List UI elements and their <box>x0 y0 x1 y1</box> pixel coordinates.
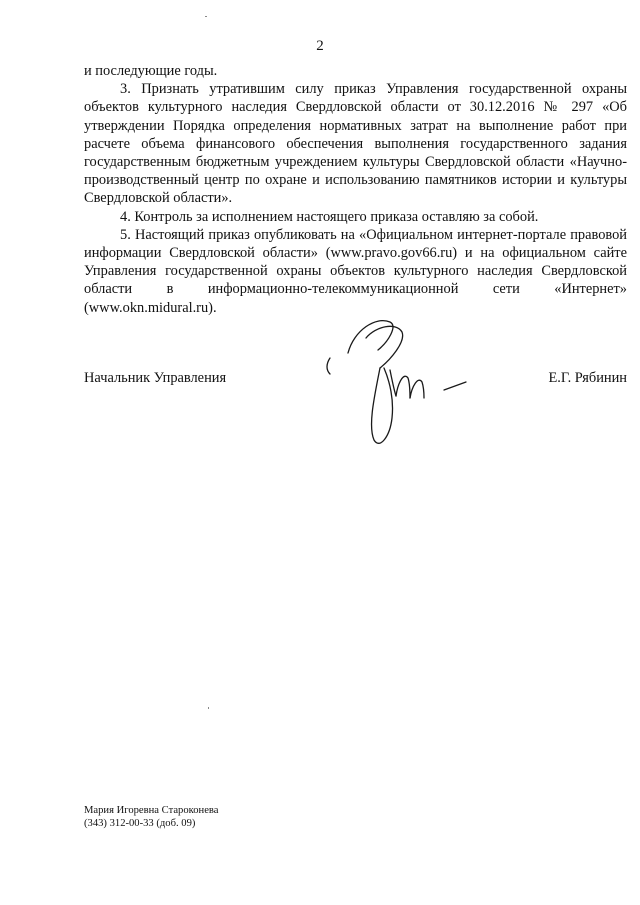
scan-speck <box>205 16 207 17</box>
signer-position: Начальник Управления <box>84 370 227 386</box>
paragraph-item-5: 5. Настоящий приказ опубликовать на «Официальном интернет-портале правовой информации Свердловской области» (www.pravo.gov66.ru) и на официальном сайте Управления государственной охраны объектов культурного наследия Свердловской области в информационно-телекоммуникационной сети «Интернет» (www.okn.midural.ru). <box>84 226 627 316</box>
page-number: 2 <box>316 38 324 54</box>
executor-name: Мария Игоревна Староконева <box>84 805 219 816</box>
executor-phone: (343) 312-00-33 (доб. 09) <box>84 817 196 829</box>
signer-name: Е.Г. Рябинин <box>548 370 627 386</box>
scan-speck <box>208 707 209 709</box>
paragraph-continuation: и последующие годы. <box>84 63 218 79</box>
body-text <box>84 62 627 317</box>
executor-info <box>84 805 218 830</box>
paragraph-item-3: 3. Признать утратившим силу приказ Управления государственной охраны объектов культурного наследия Свердловской области от 30.12.2016 № 297 «Об утверждении Порядка определения нормативных затрат на выполнение работ при расчете объема финансового обеспечения выполнения государственного задания государственным бюджетным учреждением культуры Свердловской области «Научно-производственный центр по охране и использованию памятников истории и культуры Свердловской области». <box>84 81 627 207</box>
paragraph-item-4: 4. Контроль за исполнением настоящего приказа оставляю за собой. <box>120 208 539 225</box>
handwritten-signature <box>318 308 478 458</box>
